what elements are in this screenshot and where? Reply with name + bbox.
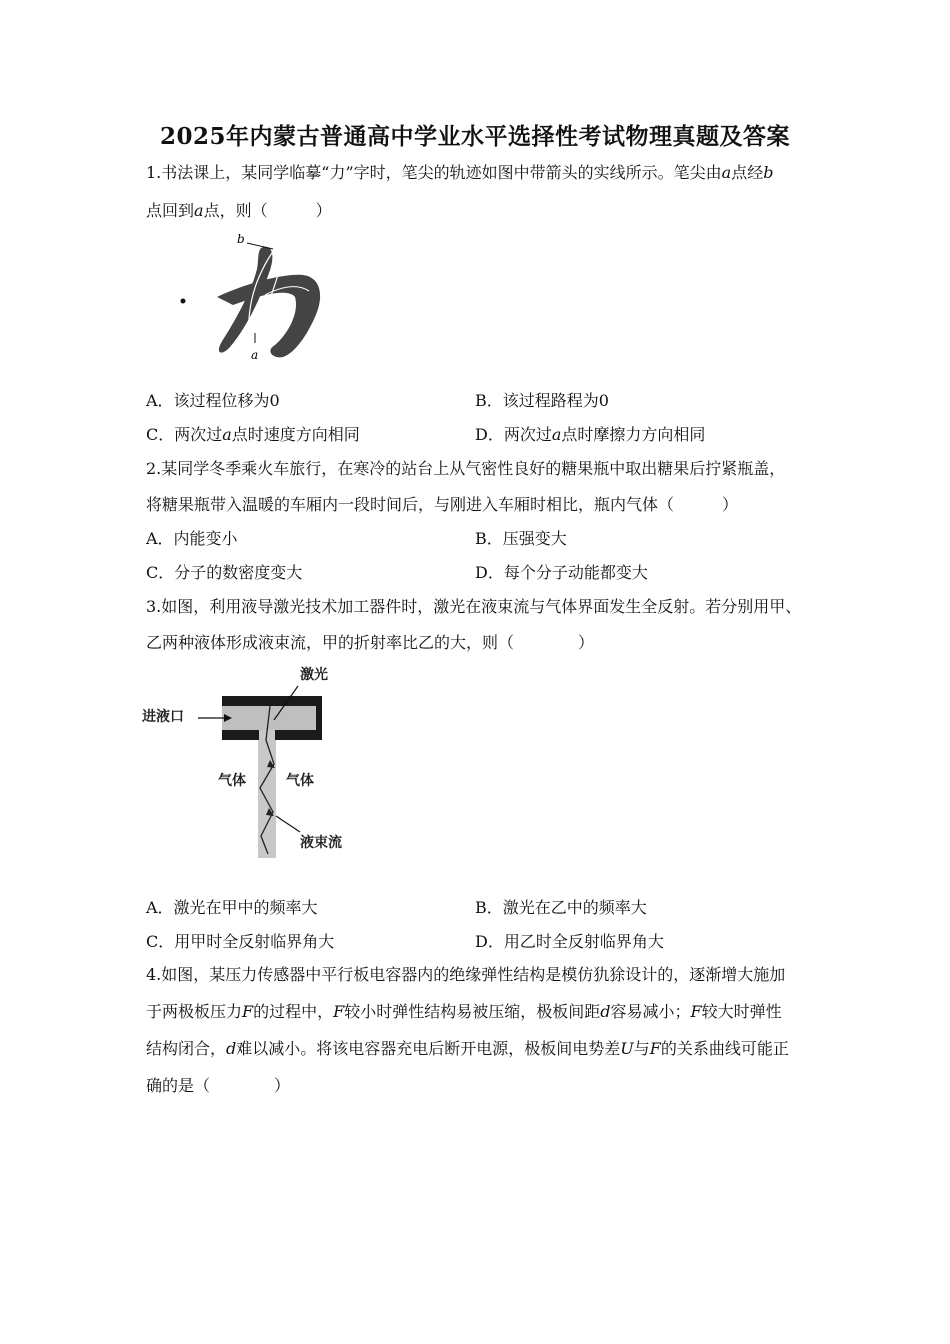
q4-text: 于两极板压力: [146, 1002, 243, 1021]
q4-var-F: F: [242, 1002, 254, 1021]
q4-stem-line-4: 确的是（ ）: [146, 1076, 291, 1095]
label-a: a: [251, 348, 259, 362]
label-b-leader: [247, 243, 273, 249]
q1-option-d-text: 点时摩擦力方向相同: [561, 425, 706, 444]
q1-option-c: [146, 422, 360, 445]
q4-text: 容易减小；: [610, 1002, 691, 1021]
q1-var-a: a: [721, 163, 732, 182]
q1-text: 点回到: [146, 201, 195, 220]
q2-option-b: B．压强变大: [475, 529, 567, 548]
q3-option-b: B．激光在乙中的频率大: [475, 898, 647, 917]
q2-stem-line-2: 将糖果瓶带入温暖的车厢内一段时间后，与刚进入车厢时相比，瓶内气体（ ）: [146, 495, 739, 514]
dot-mark: [181, 299, 186, 304]
q4-var-d: d: [600, 1002, 611, 1021]
q1-figure-li-character: [175, 225, 335, 365]
label-laser: 激光: [300, 667, 328, 683]
q1-var-b: b: [763, 163, 774, 182]
q1-option-d-var: a: [551, 425, 562, 444]
q1-option-c-var: a: [222, 425, 232, 444]
q1-stem-line-2: [146, 198, 332, 221]
q4-var-U: U: [620, 1039, 634, 1058]
li-character-trajectory-svg: [175, 225, 335, 365]
q4-text: 难以减小。将该电容器充电后断开电源，极板间电势差: [236, 1039, 621, 1058]
q1-stem-line-1: [146, 160, 773, 183]
q2-option-a: A．内能变小: [146, 529, 238, 548]
q3-option-c: C．用甲时全反射临界角大: [146, 932, 335, 951]
q4-var-F: F: [333, 1002, 345, 1021]
q1-var-a: a: [194, 201, 204, 220]
q1-option-c-text: C．两次过: [146, 425, 223, 444]
q3-option-a: A．激光在甲中的频率大: [146, 898, 318, 917]
character-stroke-heng-zhe-gou: [217, 275, 320, 358]
label-b: b: [237, 232, 245, 246]
page-title: 2025年内蒙古普通高中学业水平选择性考试物理真题及答案: [159, 123, 790, 150]
q4-text: 较小时弹性结构易被压缩，极板间距: [344, 1002, 601, 1021]
q3-figure-liquid-jet-laser: [140, 660, 355, 865]
q1-option-a: A．该过程位移为0: [146, 391, 280, 410]
q1-option-d: [475, 422, 705, 445]
nozzle-lip-left: [253, 730, 259, 740]
q4-var-d: d: [226, 1039, 237, 1058]
label-liquid-jet: 液束流: [300, 835, 342, 851]
q4-var-F: F: [690, 1002, 702, 1021]
q4-stem-line-2: [146, 999, 782, 1022]
q1-text: 1.书法课上，某同学临摹“力”字时，笔尖的轨迹如图中带箭头的实线所示。笔尖由: [146, 163, 722, 182]
q3-stem-line-2: 乙两种液体形成液束流，甲的折射率比乙的大，则（ ）: [146, 633, 595, 652]
q4-stem-line-3: [146, 1036, 789, 1059]
q4-text: 与: [633, 1039, 650, 1058]
q1-option-b: B．该过程路程为0: [475, 391, 609, 410]
liquid-jet-column: [258, 730, 276, 858]
q1-option-c-text: 点时速度方向相同: [231, 425, 360, 444]
nozzle-lip-right: [275, 730, 281, 740]
q2-stem-line-1: 2.某同学冬季乘火车旅行，在寒冷的站台上从气密性良好的糖果瓶中取出糖果后拧紧瓶盖，: [146, 459, 786, 478]
q2-option-c: C．分子的数密度变大: [146, 563, 303, 582]
jet-label-leader: [276, 816, 300, 832]
q4-text: 较大时弹性: [701, 1002, 782, 1021]
q3-option-d: D．用乙时全反射临界角大: [475, 932, 664, 951]
q2-option-d: D．每个分子动能都变大: [475, 563, 648, 582]
q4-text: 结构闭合，: [146, 1039, 227, 1058]
q1-text: 点经: [731, 163, 764, 182]
q1-text: 点，则（ ）: [203, 201, 332, 220]
q4-text: 的过程中，: [253, 1002, 334, 1021]
q4-text: 的关系曲线可能正: [660, 1039, 789, 1058]
q3-stem-line-1: 3.如图，利用液导激光技术加工器件时，激光在液束流与气体界面发生全反射。若分别用甲、: [146, 597, 802, 616]
nozzle-channel: [226, 706, 316, 730]
label-gas-right: 气体: [286, 773, 314, 789]
q4-var-F: F: [649, 1039, 661, 1058]
label-inlet: 进液口: [142, 709, 184, 725]
q4-stem-line-1: 4.如图，某压力传感器中平行板电容器内的绝缘弹性结构是模仿犰狳设计的，逐渐增大施加: [146, 965, 786, 984]
label-gas-left: 气体: [218, 773, 246, 789]
q1-option-d-text: D．两次过: [475, 425, 552, 444]
